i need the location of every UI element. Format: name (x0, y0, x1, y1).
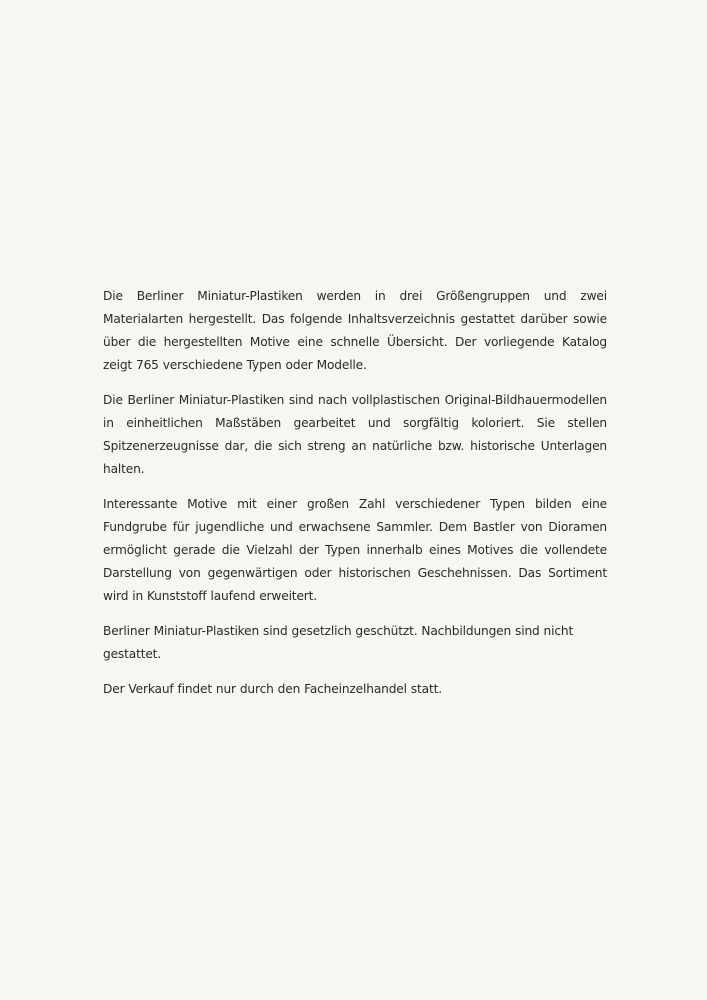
paragraph-legal-protection: Berliner Miniatur-Plastiken sind gesetzlich geschützt. Nachbildungen sind nicht gestattet. (103, 624, 574, 661)
intro-text-block (103, 285, 607, 713)
paragraph-size-groups: Die Berliner Miniatur-Plastiken werden in drei Größengruppen und zwei Materialarten hergestellt. Das folgende Inhaltsverzeichnis gestattet darüber sowie über die hergestellten Motive eine schnelle Übersicht. Der vorliegende Katalog zeigt 765 verschiedene Typen oder Modelle. (103, 289, 607, 372)
paragraph-collectors: Interessante Motive mit einer großen Zahl verschiedener Typen bilden eine Fundgrube für jugendliche und erwachsene Sammler. Dem Bastler von Dioramen ermöglicht gerade die Vielzahl der Typen innerhalb eines Motives die vollendete Darstellung von gegenwärtigen oder historischen Geschehnissen. Das Sortiment wird in Kunststoff laufend erweitert. (103, 497, 607, 603)
paragraph-sales: Der Verkauf findet nur durch den Facheinzelhandel statt. (103, 682, 442, 696)
paragraph-production: Die Berliner Miniatur-Plastiken sind nach vollplastischen Original-Bildhauermodellen in einheitlichen Maßstäben gearbeitet und sorgfältig koloriert. Sie stellen Spitzenerzeugnisse dar, die sich streng an natürliche bzw. historische Unterlagen halten. (103, 393, 607, 476)
